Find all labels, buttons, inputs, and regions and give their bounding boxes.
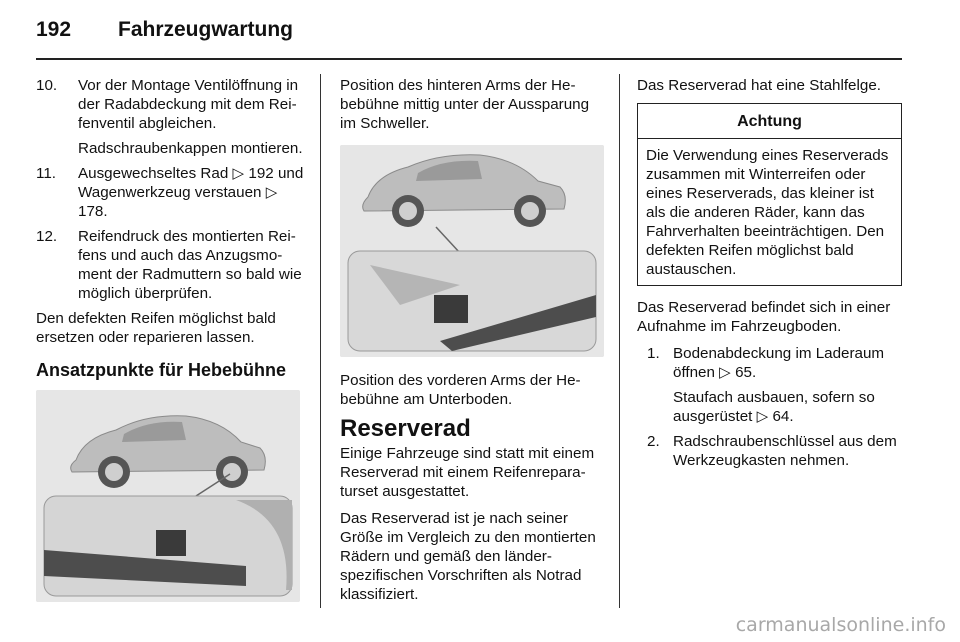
step-number: 10. <box>36 77 58 94</box>
step-item <box>36 164 306 221</box>
page-header <box>36 18 926 48</box>
step-text: Ausgewechseltes Rad ▷ 192 und Wagenwerkzeug verstauen ▷ 178. <box>78 165 304 220</box>
column-left <box>36 76 306 602</box>
step-item <box>36 227 306 303</box>
body-paragraph: Das Reserverad ist je nach seiner Größe im Vergleich zu den montierten Rädern und gemäß den länderspezifischen Vorschriften als Notrad klassifiziert. <box>340 510 596 603</box>
figure-rear-lift-point <box>36 390 300 602</box>
section-heading: Ansatzpunkte für Hebebühne <box>36 360 287 380</box>
warning-text: Die Verwendung eines Reserverads zusammen mit Winterreifen oder eines Reserverads, das kleiner ist als die anderen Räder, kann das Fahrverhalten beeinträchtigen. Den defekten Reifen möglichst bald austauschen. <box>646 147 889 278</box>
step-item <box>36 76 306 158</box>
body-paragraph: Position des hinteren Arms der Hebebühne mittig unter der Aussparung im Schweller. <box>340 77 590 132</box>
step-item <box>647 432 902 470</box>
step-text: Staufach ausbauen, sofern so ausgerüstet ▷ 64. <box>673 389 875 425</box>
step-text: Radschraubenkappen montieren. <box>78 140 303 157</box>
body-paragraph: Das Reserverad befindet sich in einer Aufnahme im Fahrzeugboden. <box>637 299 891 335</box>
warning-title: Achtung <box>638 104 901 139</box>
step-number: 12. <box>36 228 58 245</box>
step-text: Reifendruck des montierten Reifens und auch das Anzugsmoment der Radmuttern so bald wie möglich überprüfen. <box>78 228 302 302</box>
car-lift-illustration <box>340 145 604 357</box>
step-text: Radschraubenschlüssel aus dem Werkzeugkasten nehmen. <box>673 433 897 469</box>
warning-box <box>637 103 902 286</box>
step-item <box>647 344 902 426</box>
figure-caption: Position des vorderen Arms der Hebebühne am Unterboden. <box>340 372 581 408</box>
column-divider <box>619 74 620 608</box>
step-number: 2. <box>647 433 660 450</box>
page-title: Fahrzeugwartung <box>118 18 294 41</box>
figure-front-lift-point <box>340 145 604 357</box>
body-paragraph: Den defekten Reifen möglichst bald ersetzen oder reparieren lassen. <box>36 310 276 346</box>
car-lift-illustration <box>36 390 300 602</box>
body-paragraph: Das Reserverad hat eine Stahlfelge. <box>637 77 881 94</box>
step-text: Vor der Montage Ventilöffnung in der Radabdeckung mit dem Reifenventil abgleichen. <box>78 77 299 132</box>
column-right <box>637 76 902 476</box>
watermark: carmanualsonline.info <box>735 614 946 636</box>
column-divider <box>320 74 321 608</box>
step-number: 1. <box>647 345 660 362</box>
step-text: Bodenabdeckung im Laderaum öffnen ▷ 65. <box>673 345 885 381</box>
section-heading: Reserverad <box>340 415 471 442</box>
header-rule <box>36 58 902 60</box>
column-middle <box>340 76 602 612</box>
page-number: 192 <box>36 18 72 41</box>
step-number: 11. <box>36 165 56 182</box>
body-paragraph: Einige Fahrzeuge sind statt mit einem Reserverad mit einem Reifenreparaturset ausgestattet. <box>340 445 595 500</box>
